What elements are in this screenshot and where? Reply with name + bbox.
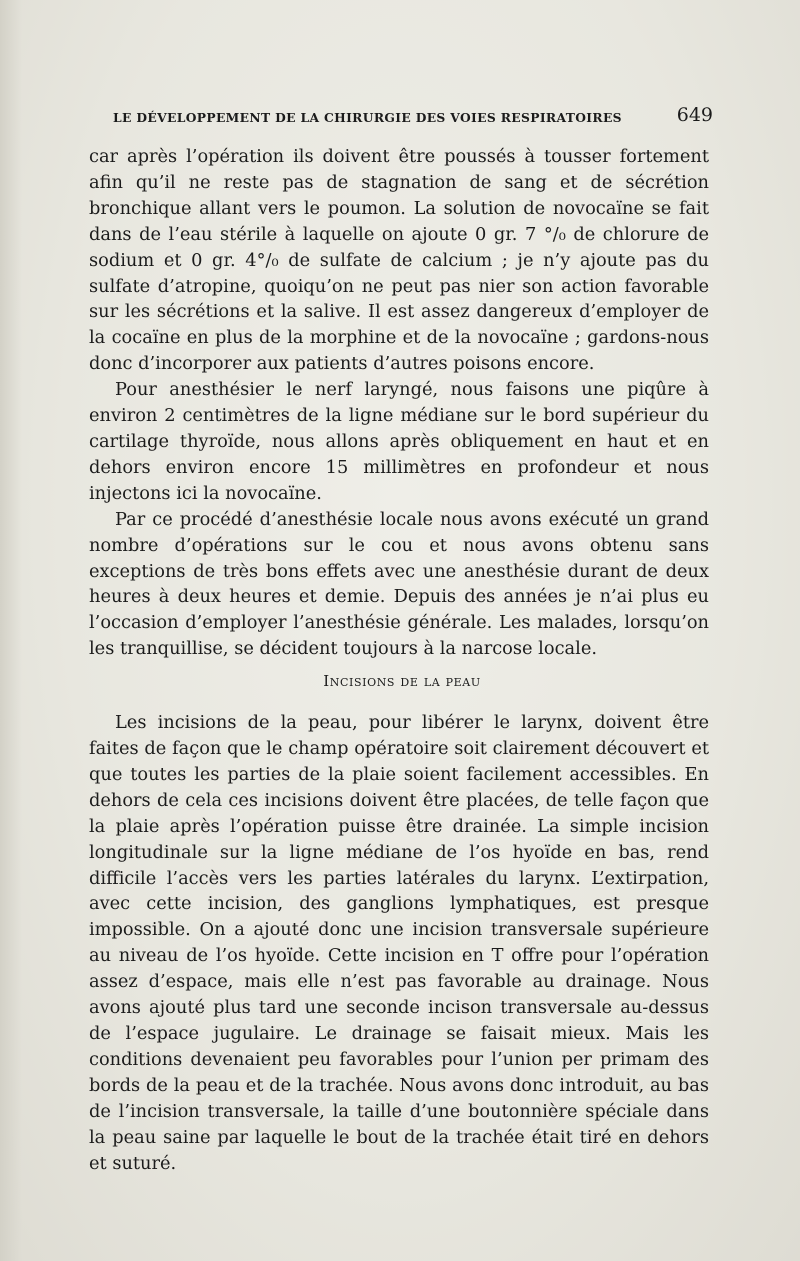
running-title: LE DÉVELOPPEMENT DE LA CHIRURGIE DES VOIES RESPIRATOIRES: [113, 110, 622, 125]
section-heading: [89, 668, 709, 694]
section-heading-text: Incisions de la peau: [323, 672, 481, 691]
paragraph-continuation: car après l’opération ils doivent être poussés à tousser fortement afin qu’il ne reste pas de stagnation de sang et de sécrétion bronchique allant vers le poumon. La solution de novocaïne se fait dans de l’eau stérile à laquelle on ajoute 0 gr. 7 °/₀ de chlorure de sodium et 0 gr. 4°/₀ de sulfate de calcium ; je n’y ajoute pas du sulfate d’atropine, quoiqu’on ne peut pas nier son action favorable sur les sécrétions et la salive. Il est assez dangereux d’employer de la cocaïne en plus de la morphine et de la novocaïne ; gardons-nous donc d’incorporer aux patients d’autres poisons encore.: [89, 146, 709, 375]
page-header: [113, 104, 713, 128]
paragraph-local-anesthesia: Par ce procédé d’anesthésie locale nous avons exécuté un grand nombre d’opérations sur le cou et nous avons obtenu sans exceptions de très bons effets avec une anesthésie durant de deux heures à deux heures et demie. Depuis des années je n’ai plus eu l’occasion d’employer l’anesthésie générale. Les malades, lorsqu’on les tranquillise, se décident toujours à la narcose locale.: [89, 508, 709, 660]
spine-shadow: [0, 0, 22, 1261]
body-text: [89, 144, 709, 1176]
page-number: 649: [676, 104, 713, 126]
paragraph-skin-incisions: Les incisions de la peau, pour libérer le larynx, doivent être faites de façon que le champ opératoire soit clairement découvert et que toutes les parties de la plaie soient facilement accessibles. En dehors de cela ces incisions doivent être placées, de telle façon que la plaie après l’opération puisse être drainée. La simple incision longitudinale sur la ligne médiane de l’os hyoïde en bas, rend difficile l’accès vers les parties latérales du larynx. L’extirpation, avec cette incision, des ganglions lymphatiques, est presque impossible. On a ajouté donc une incision transversale supérieure au niveau de l’os hyoïde. Cette incision en T offre pour l’opération assez d’espace, mais elle n’est pas favorable au drainage. Nous avons ajouté plus tard une seconde incison transversale au-dessus de l’espace jugulaire. Le drainage se faisait mieux. Mais les conditions devenaient peu favorables pour l’union per primam des bords de la peau et de la trachée. Nous avons donc introduit, au bas de l’incision transversale, la taille d’une boutonnière spéciale dans la peau saine par laquelle le bout de la trachée était tiré en dehors et suturé.: [89, 712, 709, 1174]
paragraph-laryngeal-nerve: Pour anesthésier le nerf laryngé, nous faisons une piqûre à environ 2 centimètres de la ligne médiane sur le bord supérieur du cartilage thyroïde, nous allons après obliquement en haut et en dehors environ encore 15 millimètres en profondeur et nous injectons ici la novocaïne.: [89, 379, 709, 504]
